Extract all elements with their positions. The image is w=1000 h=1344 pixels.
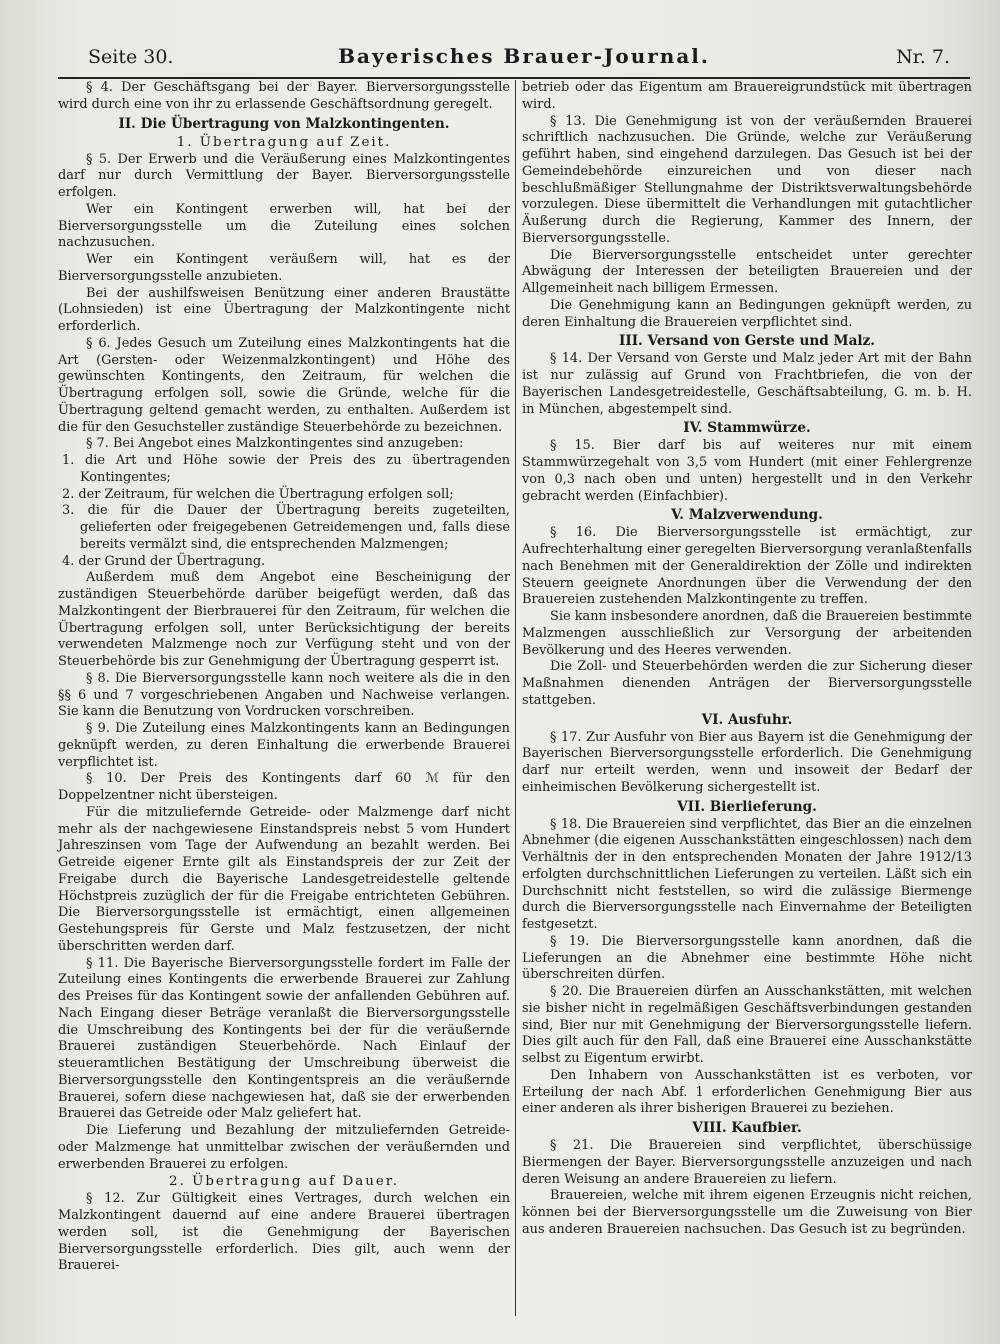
paragraph-6: § 6. Jedes Gesuch um Zuteilung eines Malzkontingents hat die Art (Gersten- oder Weizenmalzkontingent) und Höhe des gewünschten Kontingents, den Zeitraum, für welchen die Übertragung erfolgen soll, sowie die Gründe, welche für die Übertragung geltend gemacht werden, zu enthalten. Außerdem ist die für den Gesuchsteller zuständige Steuerbehörde zu bezeichnen. xyxy=(58,335,510,435)
paragraph-12-cont: betrieb oder das Eigentum am Brauereigrundstück mit übertragen wird. xyxy=(522,80,972,112)
paragraph-21b: Brauereien, welche mit ihrem eigenen Erzeugnis nicht reichen, können bei der Bierversorgungsstelle um die Zuweisung von Bier aus anderen Brauereien nachsuchen. Das Gesuch ist zu begründen. xyxy=(522,1188,972,1237)
paragraph-8: § 8. Die Bierversorgungsstelle kann noch weitere als die in den §§ 6 und 7 vorgeschriebenen Angaben und Nachweise verlangen. Sie kann die Benutzung von Vordrucken vorschreiben. xyxy=(58,670,510,720)
section-heading-III: III. Versand von Gerste und Malz. xyxy=(618,333,876,350)
paragraph-10: § 10. Der Preis des Kontingents darf 60 ℳ für den Doppelzentner nicht übersteigen. xyxy=(58,771,510,803)
paragraph-16b: Sie kann insbesondere anordnen, daß die Brauereien bestimmte Malzmengen ausschließlich zur Versorgung der arbeitenden Bevölkerung und des Heeres verwenden. xyxy=(522,609,972,658)
paragraph-7b: Außerdem muß dem Angebot eine Bescheinigung der zuständigen Steuerbehörde darüber beigefügt werden, daß das Malzkontingent der Bierbrauerei für den Zeitraum, für welchen die Übertragung erfolgen soll, unter Berücksichtigung der bereits verwendeten Malzmenge noch zur Verfügung steht und von der Steuerbehörde bis zur Genehmigung der Übertragung gesperrt ist. xyxy=(58,570,510,669)
list-item: 4. der Grund der Übertragung. xyxy=(62,553,266,569)
section-heading-II: II. Die Übertragung von Malzkontingenten. xyxy=(118,115,450,132)
paragraph-19: § 19. Die Bierversorgungsstelle kann anordnen, daß die Lieferungen an die Abnehmer eine bestimmte Höhe nicht überschreiten dürfen. xyxy=(522,933,972,983)
section-heading-VIII: VIII. Kaufbier. xyxy=(692,1120,802,1136)
subheading-2: 2. Übertragung auf Dauer. xyxy=(169,1174,399,1190)
journal-title: Bayerisches Brauer-Journal. xyxy=(338,44,710,68)
list-item: 1. die Art und Höhe sowie der Preis des zu übertragenden Kontingentes; xyxy=(62,453,510,485)
paragraph-20: § 20. Die Brauereien dürfen an Ausschankstätten, mit welchen sie bisher nicht in regelmäßigen Geschäftsverbindungen gestanden sind, Bier nur mit Genehmigung der Bierversorgungsstelle liefern. Dies gilt auch für den Fall, daß eine Brauerei eine Ausschankstätte selbst zu Eigentum erwirbt. xyxy=(522,984,972,1066)
paragraph-17: § 17. Zur Ausfuhr von Bier aus Bayern ist die Genehmigung der Bayerischen Bierversorgungsstelle erforderlich. Die Genehmigung darf nur erteilt werden, wenn und insoweit der Bedarf der einheimischen Bevölkerung sichergestellt ist. xyxy=(522,729,972,795)
paragraph-16c: Die Zoll- und Steuerbehörden werden die zur Sicherung dieser Maßnahmen dienenden Anträgen der Bierversorgungsstelle stattgeben. xyxy=(522,659,972,708)
issue-number: Nr. 7. xyxy=(896,46,950,68)
paragraph-13c: Die Genehmigung kann an Bedingungen geknüpft werden, zu deren Einhaltung die Brauereien verpflichtet sind. xyxy=(522,297,972,330)
paragraph-16: § 16. Die Bierversorgungsstelle ist ermächtigt, zur Aufrechterhaltung einer geregelten Bierversorgung veranlaßtenfalls nach Benehmen mit der Generaldirektion der Zölle und indirekten Steuern geeignete Anordnungen über die Verwendung der den Brauereien zustehenden Malzkontingente zu treffen. xyxy=(522,525,972,608)
paragraph-7: § 7. Bei Angebot eines Malzkontingentes sind anzugeben: xyxy=(86,436,464,452)
list-7 xyxy=(58,453,510,570)
paragraph-9: § 9. Die Zuteilung eines Malzkontingents kann an Bedingungen geknüpft werden, zu deren Einhaltung die erwerbende Brauerei verpflichtet ist. xyxy=(58,721,510,770)
left-column xyxy=(58,80,510,1275)
header-rule xyxy=(58,77,970,79)
section-heading-V: V. Malzverwendung. xyxy=(671,507,823,524)
paragraph-5d: Bei der aushilfsweisen Benützung einer anderen Braustätte (Lohnsieden) ist eine Übertragung der Malzkontingente nicht erforderlich. xyxy=(58,285,510,334)
section-heading-IV: IV. Stammwürze. xyxy=(683,420,811,437)
section-heading-VI: VI. Ausfuhr. xyxy=(701,711,793,728)
paragraph-5b: Wer ein Kontingent erwerben will, hat bei der Bierversorgungsstelle um die Zuteilung eines solchen nachzusuchen. xyxy=(58,201,510,251)
paragraph-13b: Die Bierversorgungsstelle entscheidet unter gerechter Abwägung der Interessen der beteiligten Brauereien und der Allgemeinheit nach billigem Ermessen. xyxy=(522,247,972,296)
paragraph-12: § 12. Zur Gültigkeit eines Vertrages, durch welchen ein Malzkontingent dauernd auf eine andere Brauerei übertragen werden soll, ist die Genehmigung der Bayerischen Bierversorgungsstelle erforderlich. Dies gilt, auch wenn der Brauerei- xyxy=(58,1191,510,1274)
column-divider xyxy=(515,80,516,1316)
paragraph-18: § 18. Die Brauereien sind verpflichtet, das Bier an die einzelnen Abnehmer (die eigenen Ausschankstätten eingeschlossen) nach dem Verhältnis der in den entsprechenden Monaten der Jahre 1912/13 erfolgten durchschnittlichen Lieferungen zu verteilen. Läßt sich ein Durchschnitt nicht feststellen, so wird die zulässige Biermenge durch die Bierversorgungsstelle nach Einvernahme der Beteiligten festgesetzt. xyxy=(522,816,972,932)
paragraph-5: § 5. Der Erwerb und die Veräußerung eines Malzkontingentes darf nur durch Vermittlung der Bayer. Bierversorgungsstelle erfolgen. xyxy=(58,151,510,200)
right-column xyxy=(522,80,972,1239)
list-item: 2. der Zeitraum, für welchen die Übertragung erfolgen soll; xyxy=(62,486,454,502)
paragraph-4: § 4. Der Geschäftsgang bei der Bayer. Bierversorgungsstelle wird durch eine von ihr zu erlassende Geschäftsordnung geregelt. xyxy=(58,80,510,112)
paragraph-11: § 11. Die Bayerische Bierversorgungsstelle fordert im Falle der Zuteilung eines Kontingents die erwerbende Brauerei zur Zahlung des Preises für das Kontingent sowie der anfallenden Gebühren auf. Nach Eingang dieser Beträge veranlaßt die Bierversorgungsstelle die Umschreibung des Kontingents bei der für die veräußernde Brauerei zuständigen Steuerbehörde. Nach Einlauf der steueramtlichen Bestätigung der Umschreibung überweist die Bierversorgungsstelle den Kontingentspreis an die veräußernde Brauerei, sofern diese nachgewiesen hat, daß sie der erwerbenden Brauerei das Getreide oder Malz geliefert hat. xyxy=(58,955,510,1122)
paragraph-11b: Die Lieferung und Bezahlung der mitzuliefernden Getreide- oder Malzmenge hat unmittelbar zwischen der veräußernden und erwerbenden Brauerei zu erfolgen. xyxy=(58,1123,510,1172)
section-heading-VII: VII. Bierlieferung. xyxy=(677,798,817,815)
paragraph-13: § 13. Die Genehmigung ist von der veräußernden Brauerei schriftlich nachzusuchen. Die Gründe, welche zur Veräußerung geführt haben, sind eingehend darzulegen. Das Gesuch ist bei der Gemeindebehörde einzureichen und von dieser nach beschlußmäßiger Stellungnahme der Distriktsverwaltungsbehörde vorzulegen. Diese übermittelt die Verhandlungen mit gutachtlicher Äußerung durch die Regierung, Kammer des Innern, der Bierversorgungsstelle. xyxy=(522,113,972,246)
paragraph-10b: Für die mitzuliefernde Getreide- oder Malzmenge darf nicht mehr als der nachgewiesene Einstandspreis nebst 5 vom Hundert Jahreszinsen vom Tage der Aufwendung an bezahlt werden. Bei Getreide eigener Ernte gilt als Einstandspreis der zur Zeit der Freigabe durch die Bayerische Landesgetreidestelle geltende Höchstpreis zuzüglich der für die Freigabe entrichteten Gebühren. Die Bierversorgungsstelle ist ermächtigt, einen allgemeinen Gestehungspreis für Gerste und Malz festzusetzen, der nicht überschritten werden darf. xyxy=(58,804,510,954)
paragraph-5c: Wer ein Kontingent veräußern will, hat es der Bierversorgungsstelle anzubieten. xyxy=(58,252,510,284)
list-item: 3. die für die Dauer der Übertragung bereits zugeteilten, gelieferten oder freigegebenen Getreidemengen und, falls diese bereits vermälzt sind, die entsprechenden Malzmengen; xyxy=(62,503,510,552)
paragraph-21: § 21. Die Brauereien sind verpflichtet, überschüssige Biermengen der Bayer. Bierversorgungsstelle anzuzeigen und nach deren Weisung an andere Brauereien zu liefern. xyxy=(522,1138,972,1187)
subheading-1: 1. Übertragung auf Zeit. xyxy=(176,134,392,150)
paragraph-15: § 15. Bier darf bis auf weiteres nur mit einem Stammwürzegehalt von 3,5 vom Hundert (mit einer Fehlergrenze von 0,3 nach oben und unten) hergestellt und in den Verkehr gebracht werden (Einfachbier). xyxy=(522,438,972,504)
paragraph-14: § 14. Der Versand von Gerste und Malz jeder Art mit der Bahn ist nur zulässig auf Grund von Frachtbriefen, die von der Bayerischen Landesgetreidestelle, Geschäftsabteilung, G. m. b. H. in München, abgestempelt sind. xyxy=(522,351,972,417)
page-number: Seite 30. xyxy=(88,46,174,68)
page-header xyxy=(88,44,960,76)
paragraph-20b: Den Inhabern von Ausschankstätten ist es verboten, vor Erteilung der nach Abf. 1 erforderlichen Genehmigung Bier aus einer anderen als ihrer bisherigen Brauerei zu beziehen. xyxy=(522,1067,972,1117)
